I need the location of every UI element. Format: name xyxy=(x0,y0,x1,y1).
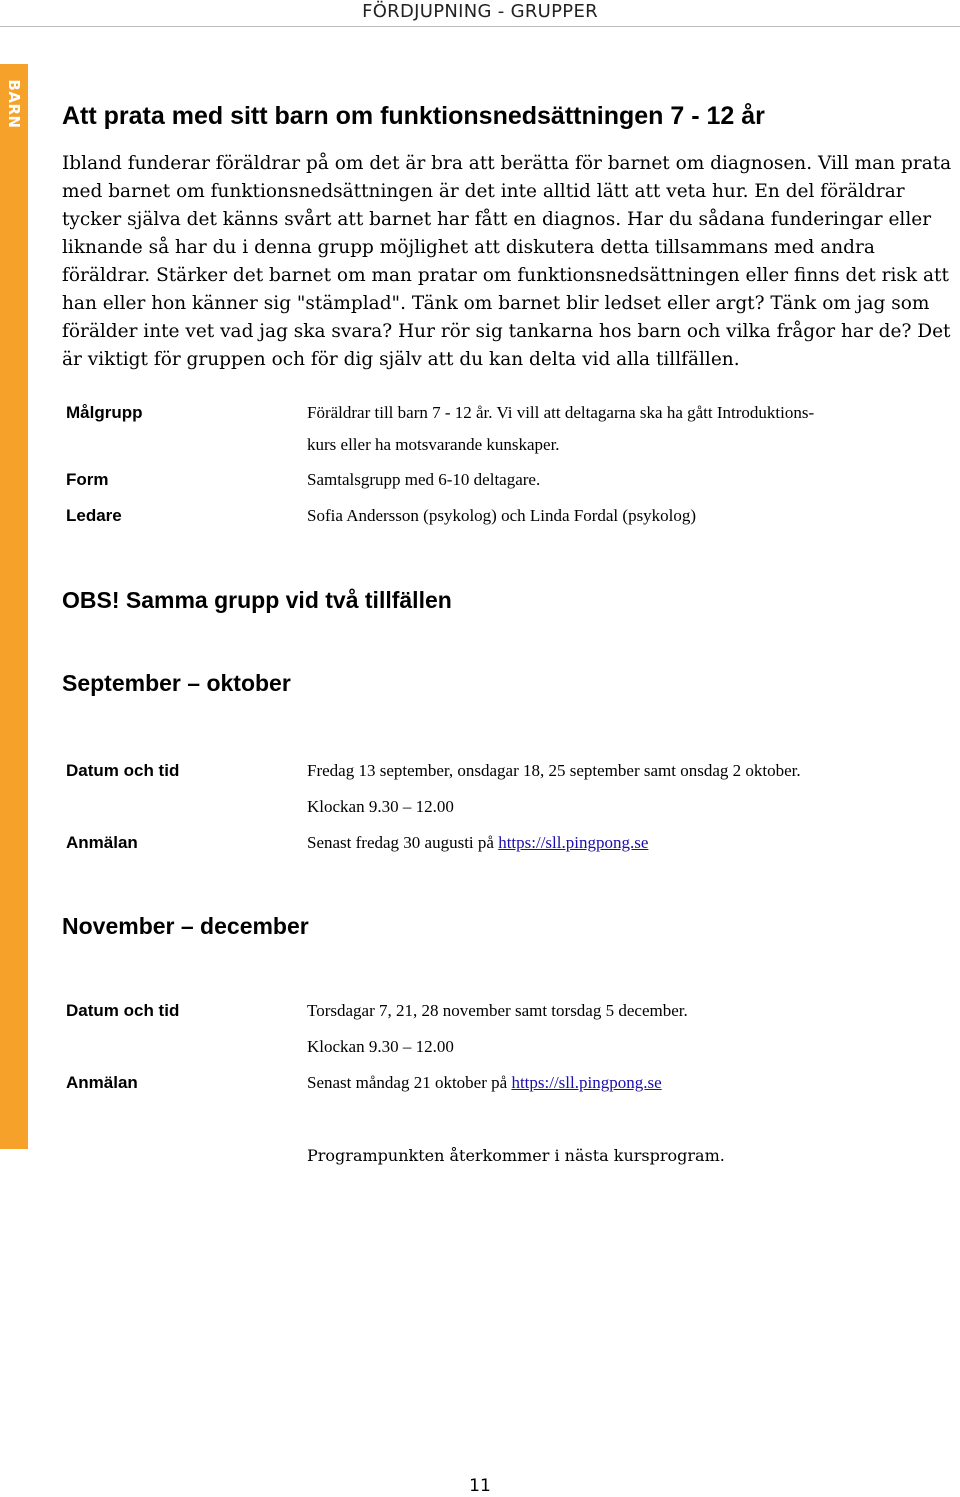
session2-datum-label: Datum och tid xyxy=(66,1001,180,1020)
session1-tid-value: Klockan 9.30 – 12.00 xyxy=(307,797,454,816)
obs-prefix: OBS! xyxy=(62,587,120,613)
session1-heading: September – oktober xyxy=(62,670,291,696)
malgrupp-value-line1: Föräldrar till barn 7 - 12 år. Vi vill att deltagarna ska ha gått Introduktions- xyxy=(307,403,815,422)
session2-anmalan-label: Anmälan xyxy=(66,1073,138,1092)
malgrupp-label: Målgrupp xyxy=(66,403,143,422)
session1-datum-value: Fredag 13 september, onsdagar 18, 25 september samt onsdag 2 oktober. xyxy=(307,761,801,780)
footnote: Programpunkten återkommer i nästa kursprogram. xyxy=(307,1146,725,1165)
section-sidebar xyxy=(0,64,28,1149)
session1-anmalan-text: Senast fredag 30 augusti på xyxy=(307,833,499,852)
obs-notice xyxy=(62,585,452,615)
ledare-label: Ledare xyxy=(66,506,122,525)
malgrupp-value-line2: kurs eller ha motsvarande kunskaper. xyxy=(307,435,560,454)
form-label: Form xyxy=(66,470,109,489)
session1-anmalan-label: Anmälan xyxy=(66,833,138,852)
page-number: 11 xyxy=(469,1476,491,1496)
session2-heading: November – december xyxy=(62,913,309,939)
session2-registration-link[interactable]: https://sll.pingpong.se xyxy=(511,1073,662,1092)
session1-registration-link[interactable]: https://sll.pingpong.se xyxy=(498,833,649,852)
session2-tid-value: Klockan 9.30 – 12.00 xyxy=(307,1037,454,1056)
header-divider xyxy=(0,26,960,27)
obs-text: Samma grupp vid två tillfällen xyxy=(119,587,452,613)
section-tab xyxy=(0,74,28,134)
page-title: Att prata med sitt barn om funktionsnedsättningen 7 - 12 år xyxy=(62,102,765,130)
ledare-value: Sofia Andersson (psykolog) och Linda Fordal (psykolog) xyxy=(307,506,697,525)
session2-datum-value: Torsdagar 7, 21, 28 november samt torsdag 5 december. xyxy=(307,1001,688,1020)
session1-anmalan-value xyxy=(307,831,648,855)
page-header: FÖRDJUPNING - GRUPPER xyxy=(362,1,598,22)
section-tab-label: BARN xyxy=(5,79,23,129)
intro-paragraph: Ibland funderar föräldrar på om det är bra att berätta för barnet om diagnosen. Vill man prata med barnet om funktionsnedsättningen är det inte alltid lätt att veta hur. En del föräldrar tycker själva det känns svårt att barnet har fått en diagnos. Har du sådana funderingar eller liknande så har du i denna grupp möjlighet att diskutera detta tillsammans med andra föräldrar. Stärker det barnet om man pratar om funktionsnedsättningen eller finns det risk att han eller hon känner sig "stämplad". Tänk om barnet blir ledset eller argt? Tänk om jag som förälder inte vet vad jag ska svara? Hur rör sig tankarna hos barn och vilka frågor har de? Det är viktigt för gruppen och för dig själv att du kan delta vid alla tillfällen. xyxy=(62,153,952,370)
session1-datum-label: Datum och tid xyxy=(66,761,180,780)
session2-anmalan-value xyxy=(307,1071,662,1095)
form-value: Samtalsgrupp med 6-10 deltagare. xyxy=(307,470,541,489)
session2-anmalan-text: Senast måndag 21 oktober på xyxy=(307,1073,512,1092)
